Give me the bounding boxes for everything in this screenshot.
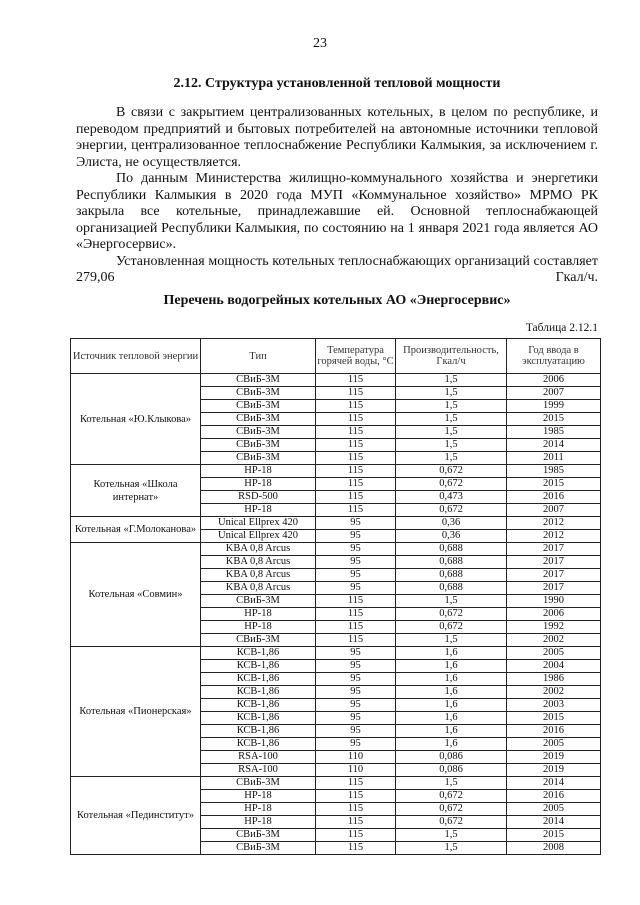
- cell-type: КСВ-1,86: [201, 686, 316, 699]
- cell-temperature: 95: [316, 660, 396, 673]
- cell-capacity: 1,5: [396, 374, 507, 387]
- cell-type: КСВ-1,86: [201, 725, 316, 738]
- cell-capacity: 0,672: [396, 608, 507, 621]
- cell-temperature: 110: [316, 751, 396, 764]
- cell-temperature: 95: [316, 738, 396, 751]
- cell-temperature: 115: [316, 608, 396, 621]
- cell-type: СВиБ-3М: [201, 400, 316, 413]
- cell-year: 2019: [507, 764, 601, 777]
- cell-type: КСВ-1,86: [201, 738, 316, 751]
- cell-temperature: 115: [316, 465, 396, 478]
- header-capacity: Производительность, Гкал/ч: [396, 339, 507, 374]
- cell-capacity: 0,473: [396, 491, 507, 504]
- cell-capacity: 1,6: [396, 712, 507, 725]
- cell-temperature: 115: [316, 777, 396, 790]
- cell-year: 2006: [507, 374, 601, 387]
- cell-year: 2017: [507, 582, 601, 595]
- cell-type: КСВ-1,86: [201, 673, 316, 686]
- cell-temperature: 95: [316, 569, 396, 582]
- cell-capacity: 1,6: [396, 647, 507, 660]
- body-text: [76, 105, 598, 287]
- cell-temperature: 115: [316, 387, 396, 400]
- cell-year: 2014: [507, 777, 601, 790]
- cell-capacity: 0,688: [396, 543, 507, 556]
- cell-type: КСВ-1,86: [201, 712, 316, 725]
- cell-year: 2003: [507, 699, 601, 712]
- header-type: Тип: [201, 339, 316, 374]
- cell-type: HP-18: [201, 790, 316, 803]
- table-body: [71, 374, 601, 855]
- cell-type: СВиБ-3М: [201, 452, 316, 465]
- cell-temperature: 110: [316, 764, 396, 777]
- cell-temperature: 115: [316, 634, 396, 647]
- boiler-table: [70, 338, 601, 855]
- cell-capacity: 1,6: [396, 673, 507, 686]
- cell-year: 2005: [507, 803, 601, 816]
- cell-type: СВиБ-3М: [201, 634, 316, 647]
- cell-year: 2012: [507, 530, 601, 543]
- cell-type: КСВ-1,86: [201, 699, 316, 712]
- cell-type: СВиБ-3М: [201, 387, 316, 400]
- cell-temperature: 95: [316, 647, 396, 660]
- cell-capacity: 0,672: [396, 621, 507, 634]
- cell-capacity: 1,6: [396, 725, 507, 738]
- cell-capacity: 0,086: [396, 764, 507, 777]
- cell-capacity: 1,5: [396, 426, 507, 439]
- cell-year: 2005: [507, 738, 601, 751]
- paragraph: Установленная мощность котельных теплоснабжающих организаций составляет 279,06 Гкал/ч.: [76, 253, 598, 285]
- cell-capacity: 1,5: [396, 439, 507, 452]
- cell-year: 2017: [507, 556, 601, 569]
- cell-capacity: 1,5: [396, 842, 507, 855]
- cell-year: 2006: [507, 608, 601, 621]
- cell-year: 2015: [507, 413, 601, 426]
- cell-type: KBA 0,8 Arcus: [201, 582, 316, 595]
- cell-type: KBA 0,8 Arcus: [201, 543, 316, 556]
- cell-temperature: 115: [316, 595, 396, 608]
- cell-capacity: 1,5: [396, 829, 507, 842]
- cell-capacity: 1,6: [396, 686, 507, 699]
- header-source: Источник тепловой энергии: [71, 339, 201, 374]
- cell-type: HP-18: [201, 465, 316, 478]
- cell-type: КСВ-1,86: [201, 660, 316, 673]
- table-header-row: [71, 339, 601, 374]
- cell-temperature: 115: [316, 803, 396, 816]
- cell-temperature: 115: [316, 491, 396, 504]
- cell-capacity: 1,6: [396, 699, 507, 712]
- cell-temperature: 95: [316, 686, 396, 699]
- cell-year: 2017: [507, 543, 601, 556]
- cell-capacity: 1,6: [396, 660, 507, 673]
- cell-capacity: 0,36: [396, 517, 507, 530]
- cell-type: СВиБ-3М: [201, 777, 316, 790]
- cell-capacity: 0,688: [396, 582, 507, 595]
- cell-year: 1985: [507, 465, 601, 478]
- cell-year: 2019: [507, 751, 601, 764]
- cell-capacity: 0,672: [396, 790, 507, 803]
- cell-year: 2005: [507, 647, 601, 660]
- cell-source: Котельная «Пионерская»: [71, 647, 201, 777]
- table-number: Таблица 2.12.1: [525, 322, 598, 334]
- cell-year: 1999: [507, 400, 601, 413]
- cell-year: 2002: [507, 634, 601, 647]
- cell-type: HP-18: [201, 504, 316, 517]
- paragraph: В связи с закрытием централизованных котельных, в целом по республике, и переводом предприятий и бытовых потребителей на автономные источники тепловой энергии, централизованное теплоснабжение Республики Калмыкия, за исключением г. Элиста, не осуществляется.: [76, 105, 598, 170]
- cell-type: HP-18: [201, 816, 316, 829]
- cell-capacity: 1,5: [396, 452, 507, 465]
- cell-year: 2016: [507, 725, 601, 738]
- cell-type: HP-18: [201, 803, 316, 816]
- cell-type: СВиБ-3М: [201, 439, 316, 452]
- cell-year: 2014: [507, 816, 601, 829]
- cell-temperature: 95: [316, 673, 396, 686]
- paragraph: По данным Министерства жилищно-коммунального хозяйства и энергетики Республики Калмыкия в 2020 года МУП «Коммунальное хозяйство» МРМО РК закрыла все котельные, принадлежавшие ей. Основной теплоснабжающей организацией Республики Калмыкия, по состоянию на 1 января 2021 года является АО «Энергосервис».: [76, 171, 598, 252]
- cell-year: 2007: [507, 387, 601, 400]
- cell-type: СВиБ-3М: [201, 413, 316, 426]
- cell-capacity: 0,672: [396, 803, 507, 816]
- cell-year: 2014: [507, 439, 601, 452]
- cell-type: HP-18: [201, 608, 316, 621]
- cell-type: RSD-500: [201, 491, 316, 504]
- cell-capacity: 1,5: [396, 387, 507, 400]
- cell-year: 1990: [507, 595, 601, 608]
- cell-capacity: 0,672: [396, 465, 507, 478]
- cell-temperature: 115: [316, 478, 396, 491]
- cell-year: 2015: [507, 478, 601, 491]
- header-year: Год ввода в эксплуатацию: [507, 339, 601, 374]
- cell-capacity: 0,672: [396, 816, 507, 829]
- table-row: [71, 647, 601, 660]
- table-row: [71, 777, 601, 790]
- cell-type: RSA-100: [201, 751, 316, 764]
- cell-temperature: 115: [316, 842, 396, 855]
- header-temperature: Температура горячей воды, °С: [316, 339, 396, 374]
- cell-temperature: 95: [316, 582, 396, 595]
- table-title: Перечень водогрейных котельных АО «Энергосервис»: [163, 293, 511, 308]
- cell-type: HP-18: [201, 621, 316, 634]
- cell-year: 2008: [507, 842, 601, 855]
- cell-year: 2012: [507, 517, 601, 530]
- cell-temperature: 95: [316, 530, 396, 543]
- cell-source: Котельная «Г.Молоканова»: [71, 517, 201, 543]
- cell-type: KBA 0,8 Arcus: [201, 556, 316, 569]
- cell-capacity: 0,688: [396, 556, 507, 569]
- cell-capacity: 0,672: [396, 504, 507, 517]
- cell-temperature: 115: [316, 504, 396, 517]
- cell-year: 2015: [507, 829, 601, 842]
- cell-type: Unical Ellprex 420: [201, 530, 316, 543]
- cell-source: Котельная «Школа интернат»: [71, 465, 201, 517]
- cell-capacity: 1,5: [396, 595, 507, 608]
- cell-year: 2007: [507, 504, 601, 517]
- cell-temperature: 115: [316, 829, 396, 842]
- cell-temperature: 115: [316, 374, 396, 387]
- cell-temperature: 115: [316, 816, 396, 829]
- cell-type: СВиБ-3М: [201, 374, 316, 387]
- cell-year: 2004: [507, 660, 601, 673]
- cell-temperature: 115: [316, 790, 396, 803]
- table-row: [71, 374, 601, 387]
- cell-type: КСВ-1,86: [201, 647, 316, 660]
- cell-temperature: 115: [316, 400, 396, 413]
- cell-year: 2002: [507, 686, 601, 699]
- cell-type: СВиБ-3М: [201, 426, 316, 439]
- cell-type: KBA 0,8 Arcus: [201, 569, 316, 582]
- cell-year: 1992: [507, 621, 601, 634]
- cell-capacity: 1,5: [396, 777, 507, 790]
- table-row: [71, 517, 601, 530]
- page-number: 23: [313, 36, 327, 51]
- table-row: [71, 543, 601, 556]
- cell-year: 2016: [507, 790, 601, 803]
- cell-capacity: 1,5: [396, 400, 507, 413]
- cell-temperature: 95: [316, 543, 396, 556]
- cell-year: 2011: [507, 452, 601, 465]
- cell-capacity: 0,086: [396, 751, 507, 764]
- cell-temperature: 115: [316, 426, 396, 439]
- cell-type: HP-18: [201, 478, 316, 491]
- cell-type: RSA-100: [201, 764, 316, 777]
- cell-type: Unical Ellprex 420: [201, 517, 316, 530]
- cell-year: 2017: [507, 569, 601, 582]
- cell-source: Котельная «Совмин»: [71, 543, 201, 647]
- cell-temperature: 95: [316, 712, 396, 725]
- cell-type: СВиБ-3М: [201, 595, 316, 608]
- cell-temperature: 95: [316, 699, 396, 712]
- cell-type: СВиБ-3М: [201, 829, 316, 842]
- cell-capacity: 0,672: [396, 478, 507, 491]
- cell-year: 1986: [507, 673, 601, 686]
- cell-temperature: 115: [316, 621, 396, 634]
- cell-type: СВиБ-3М: [201, 842, 316, 855]
- cell-source: Котельная «Пединститут»: [71, 777, 201, 855]
- cell-temperature: 115: [316, 439, 396, 452]
- cell-temperature: 95: [316, 725, 396, 738]
- cell-capacity: 1,5: [396, 634, 507, 647]
- cell-capacity: 0,36: [396, 530, 507, 543]
- cell-year: 2015: [507, 712, 601, 725]
- cell-capacity: 1,5: [396, 413, 507, 426]
- cell-temperature: 115: [316, 413, 396, 426]
- table-row: [71, 465, 601, 478]
- cell-temperature: 95: [316, 517, 396, 530]
- section-heading: 2.12. Структура установленной тепловой мощности: [173, 76, 501, 91]
- cell-temperature: 95: [316, 556, 396, 569]
- cell-year: 2016: [507, 491, 601, 504]
- cell-capacity: 1,6: [396, 738, 507, 751]
- cell-year: 1985: [507, 426, 601, 439]
- cell-temperature: 115: [316, 452, 396, 465]
- cell-capacity: 0,688: [396, 569, 507, 582]
- cell-source: Котельная «Ю.Клыкова»: [71, 374, 201, 465]
